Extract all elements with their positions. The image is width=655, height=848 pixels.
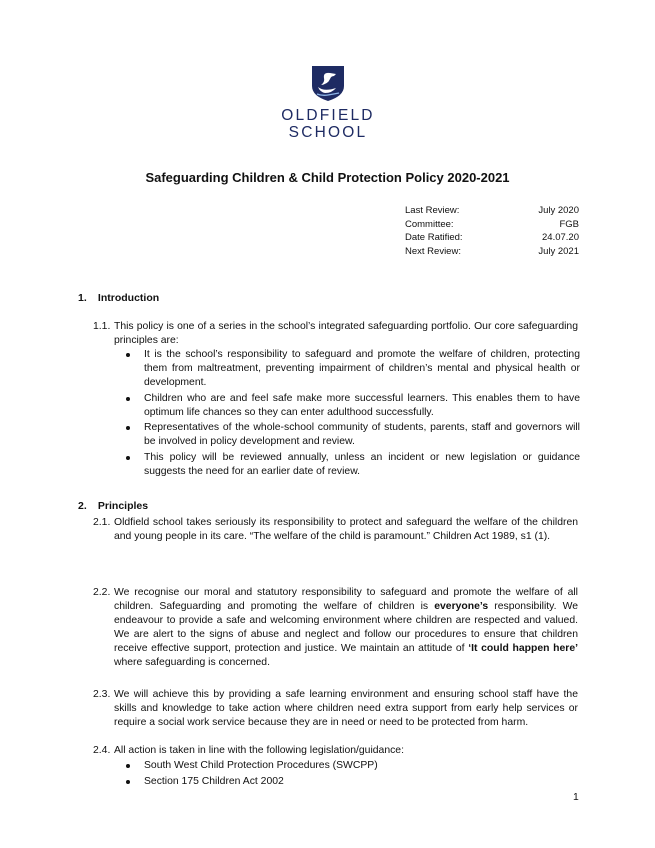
list-item	[124, 775, 580, 789]
logo-text-line1: OLDFIELD	[281, 107, 375, 124]
list-item	[124, 421, 580, 449]
core-principles-list	[124, 348, 580, 480]
legislation-list	[124, 759, 580, 790]
list-item	[124, 759, 580, 773]
page-number: 1	[573, 792, 579, 803]
paragraph-2-4	[93, 744, 578, 758]
review-label: Date Ratified:	[405, 232, 463, 243]
text-run: responsibility. We endeavour to provide a safe and welcoming environment where children are respected and valued. We are alert to the signs of abuse and neglect and follow our procedures to ensure that children receive effective support, protection and justice. We maintain an attitude of	[114, 601, 578, 654]
paragraph-number: 2.1.	[93, 517, 111, 528]
list-item-text: Representatives of the whole-school community of students, parents, staff and governors will be involved in policy development and review.	[144, 422, 580, 447]
review-value: July 2021	[538, 245, 579, 257]
paragraph-text	[114, 586, 578, 670]
list-item	[124, 392, 580, 420]
bullet-icon	[126, 397, 130, 401]
review-value: 24.07.20	[542, 232, 579, 243]
emphasis-everyones: everyone’s	[434, 601, 489, 612]
paragraph-2-2	[93, 586, 578, 670]
list-item-text: Children who are and feel safe make more successful learners. This enables them to have optimum life chances so they can enter adulthood successfully.	[144, 392, 580, 418]
swan-shield-icon	[310, 64, 346, 102]
logo-text-line2: SCHOOL	[288, 124, 368, 141]
review-row	[405, 231, 579, 245]
paragraph-2-1	[93, 516, 578, 544]
paragraph-number: 2.4.	[93, 745, 111, 756]
list-item	[124, 348, 580, 390]
review-label: Committee:	[405, 218, 454, 230]
review-label: Last Review:	[405, 205, 460, 216]
paragraph-number: 1.1.	[93, 321, 111, 332]
bullet-icon	[126, 456, 130, 460]
text-run: We recognise our moral and statutory responsibility to safeguard and promote the welfare of all children. Safeguarding and promoting the welfare of children is	[114, 587, 578, 612]
bullet-icon	[126, 353, 130, 357]
list-item	[124, 451, 580, 479]
list-item-text: South West Child Protection Procedures (SWCPP)	[144, 760, 378, 771]
review-row	[405, 218, 579, 232]
paragraph-text: Oldfield school takes seriously its responsibility to protect and safeguard the welfare of the children and young people in its care. “The welfare of the child is paramount.” Children Act 1989, s1 (1).	[114, 517, 578, 542]
list-item-text: This policy will be reviewed annually, unless an incident or new legislation or guidance suggests the need for an earlier date of review.	[144, 451, 580, 477]
text-run: where safeguarding is concerned.	[114, 657, 270, 668]
list-item-text: Section 175 Children Act 2002	[144, 775, 284, 787]
paragraph-number: 2.3.	[93, 689, 111, 700]
review-row	[405, 245, 579, 259]
paragraph-1-1	[93, 320, 578, 348]
paragraph-text: We will achieve this by providing a safe learning environment and ensuring school staff have the skills and knowledge to take action where children need extra support from early help services or require a social work service because they are in need or need to be protected from harm.	[114, 689, 578, 728]
review-table	[405, 204, 579, 258]
review-row	[405, 204, 579, 218]
emphasis-it-could-happen-here: ‘It could happen here’	[468, 643, 578, 654]
review-label: Next Review:	[405, 245, 461, 257]
bullet-icon	[126, 764, 130, 768]
section-heading-principles	[78, 500, 148, 512]
paragraph-text: This policy is one of a series in the school’s integrated safeguarding portfolio. Our core safeguarding principles are:	[114, 321, 578, 346]
list-item-text: It is the school’s responsibility to safeguard and promote the welfare of children, protecting them from maltreatment, preventing impairment of children’s mental and physical health or development.	[144, 349, 580, 388]
section-title: Introduction	[97, 292, 160, 304]
section-heading-introduction	[78, 292, 159, 304]
bullet-icon	[126, 426, 130, 430]
review-value: FGB	[559, 218, 579, 230]
school-logo	[280, 64, 376, 141]
paragraph-number: 2.2.	[93, 587, 111, 598]
section-number: 2.	[78, 500, 87, 512]
review-value: July 2020	[538, 205, 579, 216]
section-title: Principles	[97, 500, 149, 512]
document-title: Safeguarding Children & Child Protection Policy 2020-2021	[145, 170, 510, 185]
paragraph-2-3	[93, 688, 578, 730]
section-number: 1.	[78, 292, 87, 304]
paragraph-text: All action is taken in line with the following legislation/guidance:	[114, 745, 404, 756]
bullet-icon	[126, 780, 130, 784]
